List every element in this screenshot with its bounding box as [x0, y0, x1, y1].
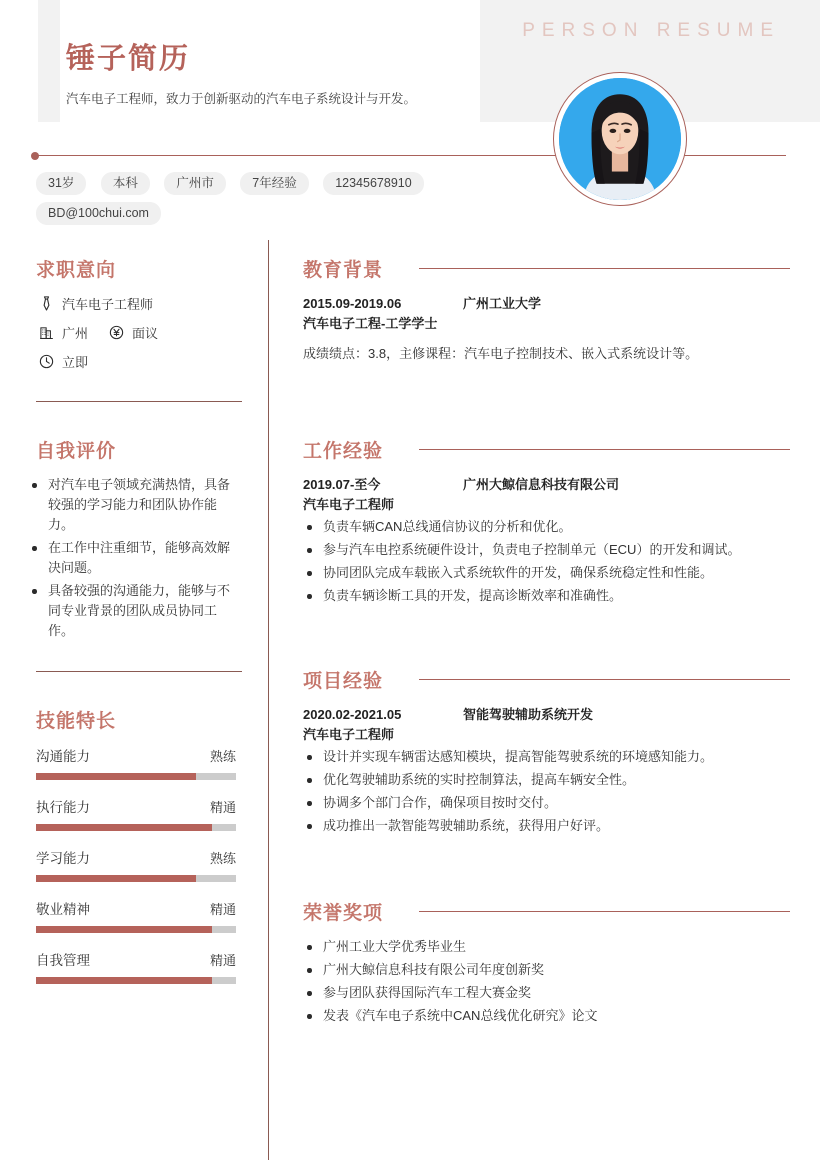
job-intention-list — [38, 294, 242, 371]
intention-row-availability — [38, 352, 242, 371]
section-rule — [419, 911, 790, 912]
list-item: 设计并实现车辆雷达感知模块，提高智能驾驶系统的环境感知能力。 — [303, 747, 790, 767]
list-item: 在工作中注重细节，能够高效解决问题。 — [28, 538, 242, 578]
skill-progress-track — [36, 824, 236, 831]
skill-progress-track — [36, 926, 236, 933]
yen-circle-icon — [108, 324, 125, 341]
skill-name: 学习能力 — [36, 851, 90, 866]
intention-row-city-salary — [38, 323, 242, 342]
section-rule — [419, 268, 790, 269]
education-school: 广州工业大学 — [463, 296, 542, 311]
skill-name: 沟通能力 — [36, 749, 90, 764]
section-project-experience — [303, 666, 790, 836]
section-job-intention — [28, 255, 242, 371]
list-item: 参与汽车电控系统硬件设计，负责电子控制单元（ECU）的开发和调试。 — [303, 540, 790, 560]
info-pill-email: BD@100chui.com — [36, 202, 161, 225]
section-work-experience — [303, 436, 790, 606]
building-icon — [38, 324, 55, 341]
main-content — [303, 255, 790, 1052]
education-detail: 成绩绩点：3.8，主修课程：汽车电子控制技术、嵌入式系统设计等。 — [303, 346, 699, 361]
list-item: 对汽车电子领域充满热情，具备较强的学习能力和团队协作能力。 — [28, 475, 242, 535]
project-role: 汽车电子工程师 — [303, 727, 395, 742]
section-title-honors: 荣誉奖项 — [303, 903, 384, 924]
project-duty-list — [303, 747, 790, 836]
skill-level: 熟练 — [209, 851, 236, 866]
list-item: 协同团队完成车载嵌入式系统软件的开发，确保系统稳定性和性能。 — [303, 563, 790, 583]
header-tagline: 汽车电子工程师，致力于创新驱动的汽车电子系统设计与开发。 — [66, 92, 417, 106]
sidebar-divider-1 — [36, 401, 242, 402]
header-panel-left-accent — [38, 0, 60, 122]
column-divider — [268, 240, 269, 1160]
project-date: 2020.02-2021.05 — [303, 707, 402, 722]
header-watermark-text: PERSON RESUME — [522, 20, 780, 41]
skill-progress-fill — [36, 977, 212, 984]
avatar — [553, 72, 687, 206]
intention-availability — [38, 352, 88, 371]
section-title-education: 教育背景 — [303, 260, 384, 281]
intention-position — [38, 294, 153, 313]
education-date: 2015.09-2019.06 — [303, 296, 402, 311]
list-item: 协调多个部门合作，确保项目按时交付。 — [303, 793, 790, 813]
section-title-self-evaluation: 自我评价 — [36, 441, 117, 462]
info-pill-age: 31岁 — [36, 172, 86, 195]
education-major: 汽车电子工程-工学学士 — [303, 316, 438, 331]
work-company: 广州大鲸信息科技有限公司 — [463, 477, 620, 492]
section-title-project-experience: 项目经验 — [303, 671, 384, 692]
list-item: 具备较强的沟通能力，能够与不同专业背景的团队成员协同工作。 — [28, 581, 242, 641]
skill-progress-fill — [36, 773, 196, 780]
info-pill-city: 广州市 — [164, 172, 226, 195]
list-item: 负责车辆CAN总线通信协议的分析和优化。 — [303, 517, 790, 537]
info-pill-experience: 7年经验 — [240, 172, 308, 195]
skill-level: 熟练 — [209, 749, 236, 764]
avatar-image — [559, 78, 681, 200]
skill-progress-track — [36, 977, 236, 984]
section-self-evaluation — [28, 436, 242, 641]
skill-level: 精通 — [209, 902, 236, 917]
skill-item — [36, 949, 236, 984]
section-title-job-intention: 求职意向 — [36, 260, 117, 281]
spacer-education — [303, 390, 790, 436]
work-duty-list — [303, 517, 790, 606]
skill-level: 精通 — [209, 953, 236, 968]
section-title-work-experience: 工作经验 — [303, 441, 384, 462]
section-honors — [303, 898, 790, 1026]
skill-item — [36, 898, 236, 933]
tie-icon — [38, 295, 55, 312]
spacer-project — [303, 862, 790, 898]
sidebar-divider-2 — [36, 671, 242, 672]
work-date: 2019.07-至今 — [303, 477, 381, 492]
skill-name: 执行能力 — [36, 800, 90, 815]
list-item: 优化驾驶辅助系统的实时控制算法，提高车辆安全性。 — [303, 770, 790, 790]
work-role: 汽车电子工程师 — [303, 497, 395, 512]
list-item: 发表《汽车电子系统中CAN总线优化研究》论文 — [303, 1006, 790, 1026]
skill-progress-track — [36, 875, 236, 882]
skill-item — [36, 745, 236, 780]
intention-city-value: 广州 — [62, 326, 89, 341]
list-item: 参与团队获得国际汽车工程大赛金奖 — [303, 983, 790, 1003]
skill-level: 精通 — [209, 800, 236, 815]
intention-salary — [108, 323, 158, 342]
skill-name: 自我管理 — [36, 953, 90, 968]
clock-icon — [38, 353, 55, 370]
list-item: 广州大鲸信息科技有限公司年度创新奖 — [303, 960, 790, 980]
skill-progress-fill — [36, 926, 212, 933]
section-title-skills: 技能特长 — [36, 711, 117, 732]
section-rule — [419, 449, 790, 450]
self-evaluation-list — [28, 475, 242, 641]
sidebar — [28, 255, 242, 1000]
honors-list — [303, 937, 790, 1026]
info-pill-degree: 本科 — [101, 172, 150, 195]
intention-position-value: 汽车电子工程师 — [62, 297, 154, 312]
skill-progress-track — [36, 773, 236, 780]
skill-progress-fill — [36, 824, 212, 831]
skill-item — [36, 847, 236, 882]
skill-progress-fill — [36, 875, 196, 882]
intention-salary-value: 面议 — [132, 326, 159, 341]
intention-city — [38, 323, 88, 342]
section-education — [303, 255, 790, 364]
skill-name: 敬业精神 — [36, 902, 90, 917]
section-skills — [28, 706, 242, 984]
header-info-pills — [36, 172, 466, 232]
page-title: 锤子简历 — [66, 43, 191, 75]
intention-row-position — [38, 294, 242, 313]
project-name: 智能驾驶辅助系统开发 — [463, 707, 594, 722]
list-item: 负责车辆诊断工具的开发，提高诊断效率和准确性。 — [303, 586, 790, 606]
section-rule — [419, 679, 790, 680]
info-pill-phone: 12345678910 — [323, 172, 423, 195]
list-item: 成功推出一款智能驾驶辅助系统，获得用户好评。 — [303, 816, 790, 836]
spacer-work — [303, 632, 790, 666]
intention-availability-value: 立即 — [62, 355, 89, 370]
skill-item — [36, 796, 236, 831]
list-item: 广州工业大学优秀毕业生 — [303, 937, 790, 957]
